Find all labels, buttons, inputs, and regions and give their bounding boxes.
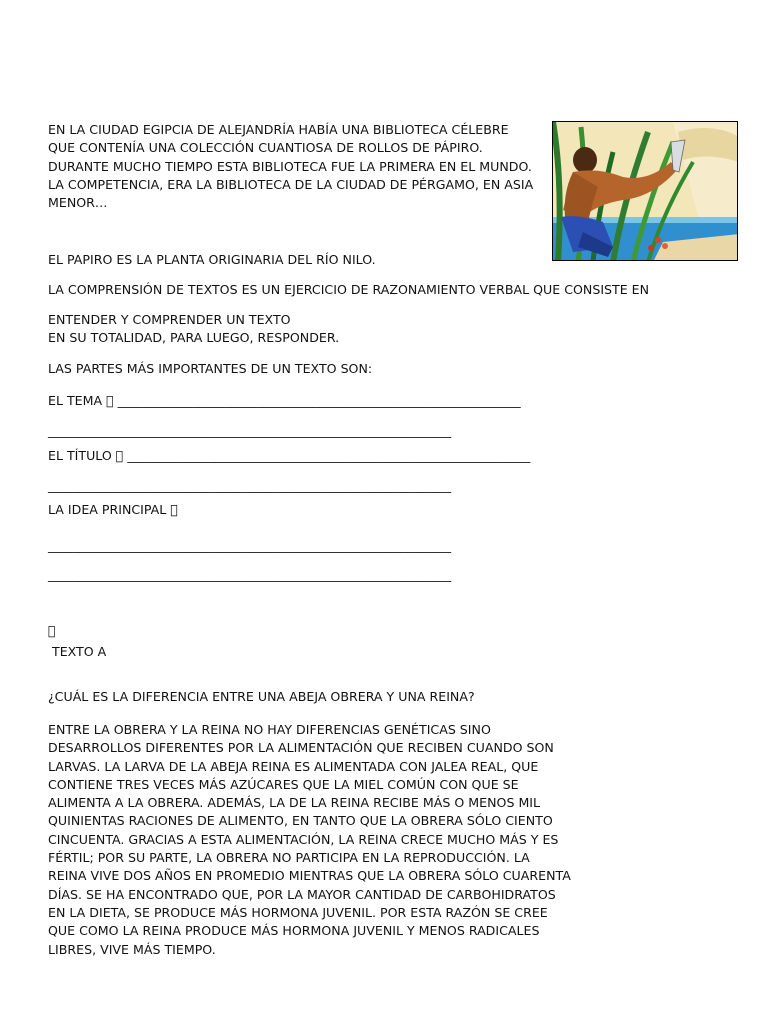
idea-principal-label: LA IDEA PRINCIPAL	[48, 502, 167, 517]
intro-line: MENOR…	[48, 195, 108, 211]
answer-paragraph	[48, 721, 571, 959]
tema-field-line-2[interactable]: ________________________________________________________________	[48, 423, 451, 438]
answer-line: DÍAS. SE HA ENCONTRADO QUE, POR LA MAYOR CANTIDAD DE CARBOHIDRATOS	[48, 886, 556, 902]
papyrus-illustration	[552, 121, 738, 261]
answer-line: CONTIENE TRES VECES MÁS AZÚCARES QUE LA MIEL COMÚN CON QUE SE	[48, 776, 519, 792]
comprension-line-2: ENTENDER Y COMPRENDER UN TEXTO	[48, 312, 291, 327]
intro-line: QUE CONTENÍA UNA COLECCIÓN CUANTIOSA DE ROLLOS DE PÁPIRO.	[48, 140, 483, 156]
titulo-field-line-2[interactable]: ________________________________________________________________	[48, 478, 451, 493]
intro-line: LA COMPETENCIA, ERA LA BIBLIOTECA DE LA CIUDAD DE PÉRGAMO, EN ASIA	[48, 176, 534, 192]
answer-line: FÉRTIL; POR SU PARTE, LA OBRERA NO PARTICIPA EN LA REPRODUCCIÓN. LA	[48, 850, 530, 866]
answer-line: CINCUENTA. GRACIAS A ESTA ALIMENTACIÓN, LA REINA CRECE MUCHO MÁS Y ES	[48, 831, 559, 847]
intro-line: EN LA CIUDAD EGIPCIA DE ALEJANDRÍA HABÍA UNA BIBLIOTECA CÉLEBRE	[48, 122, 509, 137]
answer-line: QUINIENTAS RACIONES DE ALIMENTO, EN TANTO QUE LA OBRERA SÓLO CIENTO	[48, 813, 553, 829]
texto-a-label: TEXTO A	[48, 644, 107, 659]
papiro-line: EL PAPIRO ES LA PLANTA ORIGINARIA DEL RÍO NILO.	[48, 252, 376, 267]
tema-field[interactable]: EL TEMA ________________________________________________________________	[48, 393, 510, 408]
answer-line: EN LA DIETA, SE PRODUCE MÁS HORMONA JUVENIL. POR ESTA RAZÓN SE CREE	[48, 904, 548, 920]
comprension-line-1: LA COMPRENSIÓN DE TEXTOS ES UN EJERCICIO DE RAZONAMIENTO VERBAL QUE CONSISTE EN	[48, 282, 650, 297]
answer-line: QUE COMO LA REINA PRODUCE MÁS HORMONA JUVENIL Y MENOS RADICALES	[48, 923, 540, 939]
answer-line: REINA VIVE DOS AÑOS EN PROMEDIO MIENTRAS QUE LA OBRERA SÓLO CUARENTA	[48, 868, 571, 884]
idea-field-line-1[interactable]: ________________________________________________________________	[48, 538, 451, 553]
comprension-continuation	[48, 311, 339, 348]
idea-field-line-2[interactable]: ________________________________________________________________	[48, 567, 451, 582]
intro-line: DURANTE MUCHO TIEMPO ESTA BIBLIOTECA FUE LA PRIMERA EN EL MUNDO.	[48, 158, 532, 174]
intro-paragraph	[48, 121, 533, 212]
answer-line: LIBRES, VIVE MÁS TIEMPO.	[48, 941, 216, 957]
partes-heading: LAS PARTES MÁS IMPORTANTES DE UN TEXTO SON:	[48, 361, 373, 376]
answer-line: ALIMENTA A LA OBRERA. ADEMÁS, LA DE LA REINA RECIBE MÁS O MENOS MIL	[48, 795, 541, 811]
papyrus-cutter-image	[553, 122, 738, 261]
comprension-line-3: EN SU TOTALIDAD, PARA LUEGO, RESPONDER.	[48, 330, 340, 346]
answer-line: ENTRE LA OBRERA Y LA REINA NO HAY DIFERENCIAS GENÉTICAS SINO	[48, 722, 491, 737]
answer-line: DESARROLLOS DIFERENTES POR LA ALIMENTACIÓN QUE RECIBEN CUANDO SON	[48, 740, 554, 756]
question-heading: ¿CUÁL ES LA DIFERENCIA ENTRE UNA ABEJA OBRERA Y UNA REINA?	[48, 689, 475, 704]
titulo-field[interactable]: EL TÍTULO ________________________________________________________________	[48, 448, 519, 463]
answer-line: LARVAS. LA LARVA DE LA ABEJA REINA ES ALIMENTADA CON JALEA REAL, QUE	[48, 758, 539, 774]
glyph-mark	[48, 623, 56, 638]
